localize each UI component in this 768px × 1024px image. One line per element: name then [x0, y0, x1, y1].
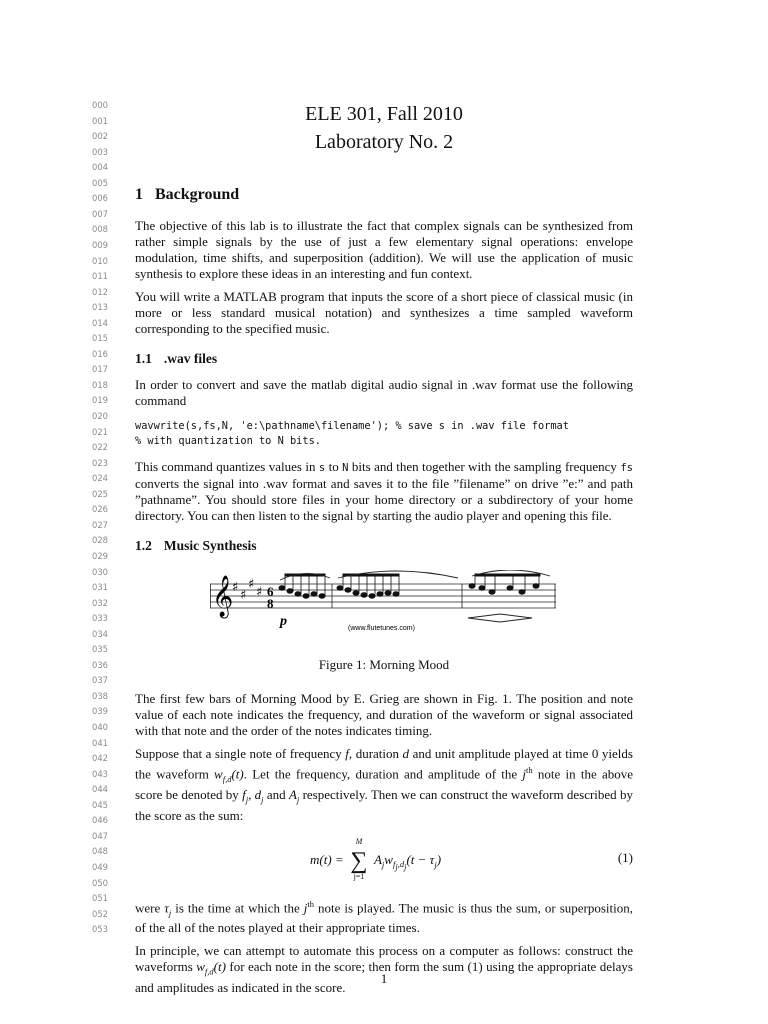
line-number: 013	[92, 302, 108, 313]
note-head-icon	[519, 590, 525, 594]
line-number: 031	[92, 582, 108, 593]
line-number: 002	[92, 131, 108, 142]
code-line: % with quantization to N bits.	[135, 435, 321, 447]
paragraph: In principle, we can attempt to automate this process on a computer as follows: construct the waveforms $w_{f,d}(t)$ for each note in the score; then form the sum (1) using the appropriate delays and amplitudes as indicated in the score.	[135, 943, 633, 996]
line-number: 018	[92, 379, 108, 390]
subsection-heading-music-synthesis	[135, 538, 633, 554]
inline-code: s	[318, 462, 326, 474]
line-number: 027	[92, 519, 108, 530]
svg-text:♯: ♯	[256, 585, 263, 600]
line-number: 035	[92, 644, 108, 655]
line-number: 021	[92, 426, 108, 437]
equation-1	[135, 836, 633, 886]
line-number: 005	[92, 177, 108, 188]
line-number: 039	[92, 706, 108, 717]
summation-icon: M ∑ j=1	[350, 836, 368, 881]
title-line-1: ELE 301, Fall 2010	[305, 103, 463, 125]
page-number: 1	[380, 971, 388, 986]
line-number: 045	[92, 799, 108, 810]
dynamic-marking: p	[280, 614, 287, 629]
title-block	[135, 100, 633, 156]
line-number: 033	[92, 613, 108, 624]
line-number: 041	[92, 737, 108, 748]
paragraph: Suppose that a single note of frequency f, duration d and unit amplitude played at time 0 yields the waveform $w_{f,d}(t)$. Let the frequency, duration and amplitude of the $j^{th}$ note in the above score be denoted by $f_j$, $d_j$ and $A_j$ respectively. Then we can construct the waveform described by the score as the sum:	[135, 746, 633, 823]
section-title: Background	[155, 186, 240, 203]
line-number: 036	[92, 659, 108, 670]
key-signature-sharps-icon	[232, 577, 262, 603]
inline-code: fs	[620, 462, 633, 474]
paragraph: were $\tau_j$ is the time at which the $j^{th}$ note is played. The music is thus the sum, or superposition, of the all of the notes played at their appropriate times.	[135, 898, 633, 936]
treble-clef-icon: 𝄞	[212, 576, 234, 617]
time-signature-bottom: 8	[267, 596, 274, 611]
line-number: 008	[92, 224, 108, 235]
line-number: 029	[92, 550, 108, 561]
figure-morning-mood	[135, 570, 633, 643]
subsection-number: 1.1	[135, 351, 152, 366]
line-number: 048	[92, 846, 108, 857]
line-number: 014	[92, 317, 108, 328]
note-head-icon	[303, 594, 309, 598]
music-score-image	[210, 570, 558, 638]
line-number: 026	[92, 504, 108, 515]
note-head-icon	[311, 592, 317, 596]
line-number: 032	[92, 597, 108, 608]
code-block	[135, 419, 633, 449]
note-head-icon	[533, 584, 539, 588]
figure-caption: Figure 1: Morning Mood	[318, 657, 450, 672]
paragraph: In order to convert and save the matlab digital audio signal in .wav format use the following command	[135, 377, 633, 408]
note-head-icon	[319, 594, 325, 598]
section-heading-background	[135, 186, 633, 204]
note-head-icon	[489, 590, 495, 594]
line-number: 003	[92, 146, 108, 157]
subsection-title: .wav files	[163, 351, 218, 366]
note-head-icon	[361, 593, 367, 597]
line-number: 038	[92, 690, 108, 701]
line-number: 011	[92, 271, 108, 282]
note-head-icon	[393, 592, 399, 596]
line-number: 012	[92, 286, 108, 297]
line-number: 015	[92, 333, 108, 344]
line-number: 042	[92, 753, 108, 764]
line-number: 053	[92, 924, 108, 935]
note-head-icon	[369, 594, 375, 598]
line-number: 037	[92, 675, 108, 686]
note-head-icon	[353, 591, 359, 595]
line-number: 046	[92, 815, 108, 826]
inline-code: N	[342, 462, 349, 474]
subsection-number: 1.2	[135, 538, 152, 553]
line-number: 007	[92, 208, 108, 219]
line-number: 000	[92, 100, 108, 110]
line-number: 001	[92, 115, 108, 126]
line-number: 034	[92, 628, 108, 639]
note-head-icon	[377, 592, 383, 596]
paragraph: The first few bars of Morning Mood by E. Grieg are shown in Fig. 1. The position and note value of each note indicates the frequency, and duration of the waveform or signal associated with that note and the order of the notes indicates timing.	[135, 691, 633, 738]
equation-body: m(t) = M ∑ j=1 $A_jw_{f_j,d_j}(t - \tau_j)$	[310, 836, 442, 881]
note-head-icon	[345, 588, 351, 592]
line-number: 025	[92, 488, 108, 499]
line-number: 050	[92, 877, 108, 888]
line-number: 051	[92, 893, 108, 904]
note-head-icon	[469, 584, 475, 588]
line-number: 010	[92, 255, 108, 266]
subsection-title: Music Synthesis	[163, 538, 257, 553]
paper-page	[135, 100, 633, 1003]
note-head-icon	[287, 589, 293, 593]
line-number: 040	[92, 722, 108, 732]
svg-text:♯: ♯	[248, 577, 255, 592]
note-head-icon	[507, 586, 513, 590]
note-head-icon	[279, 586, 285, 590]
line-number: 023	[92, 457, 108, 468]
line-number: 049	[92, 861, 108, 872]
title-line-2: Laboratory No. 2	[314, 131, 454, 153]
svg-text:♯: ♯	[232, 580, 239, 595]
note-head-icon	[295, 592, 301, 596]
note-head-icon	[479, 586, 485, 590]
line-number: 016	[92, 348, 108, 359]
subsection-heading-wav	[135, 351, 633, 367]
line-number: 004	[92, 162, 108, 173]
paragraph: This command quantizes values in s to N bits and then together with the sampling frequency fs converts the signal into .wav format and saves it to the file ”filename” on drive ”e:” and path ”pathname”. You should store files in your home directory or a subdirectory of your home directory. You can then listen to the signal by starting the audio player and opening this file.	[135, 459, 633, 523]
line-number: 028	[92, 535, 108, 546]
line-number: 043	[92, 768, 108, 779]
line-number: 009	[92, 239, 108, 250]
line-number: 019	[92, 395, 108, 406]
line-number: 017	[92, 364, 108, 375]
line-number: 052	[92, 908, 108, 919]
line-number: 030	[92, 566, 108, 577]
code-line: wavwrite(s,fs,N, 'e:\pathname\filename'); % save s in .wav file format	[135, 420, 569, 432]
line-number: 044	[92, 784, 108, 795]
section-number: 1	[135, 186, 143, 203]
figure-credit: (www.flutetunes.com)	[348, 625, 415, 632]
paragraph: You will write a MATLAB program that inputs the score of a short piece of classical music (in more or less standard musical notation) and synthesizes a time sampled waveform corresponding to the specified music.	[135, 289, 633, 336]
equation-number: (1)	[617, 849, 633, 865]
note-head-icon	[385, 591, 391, 595]
line-number: 006	[92, 193, 108, 204]
time-signature-top: 6	[267, 584, 274, 599]
line-number: 024	[92, 473, 108, 484]
line-number: 020	[92, 411, 108, 421]
note-head-icon	[337, 586, 343, 590]
line-number: 022	[92, 442, 108, 453]
svg-text:♯: ♯	[240, 588, 247, 603]
note-beam-icon	[475, 574, 540, 576]
line-number: 047	[92, 830, 108, 841]
paragraph: The objective of this lab is to illustrate the fact that complex signals can be synthesized from rather simple signals by the use of just a few elementary signal operations: envelope modulation, time shifts, and superposition (addition). We will use the application of music synthesis to explore these ideas in an interesting and fun context.	[135, 218, 633, 281]
